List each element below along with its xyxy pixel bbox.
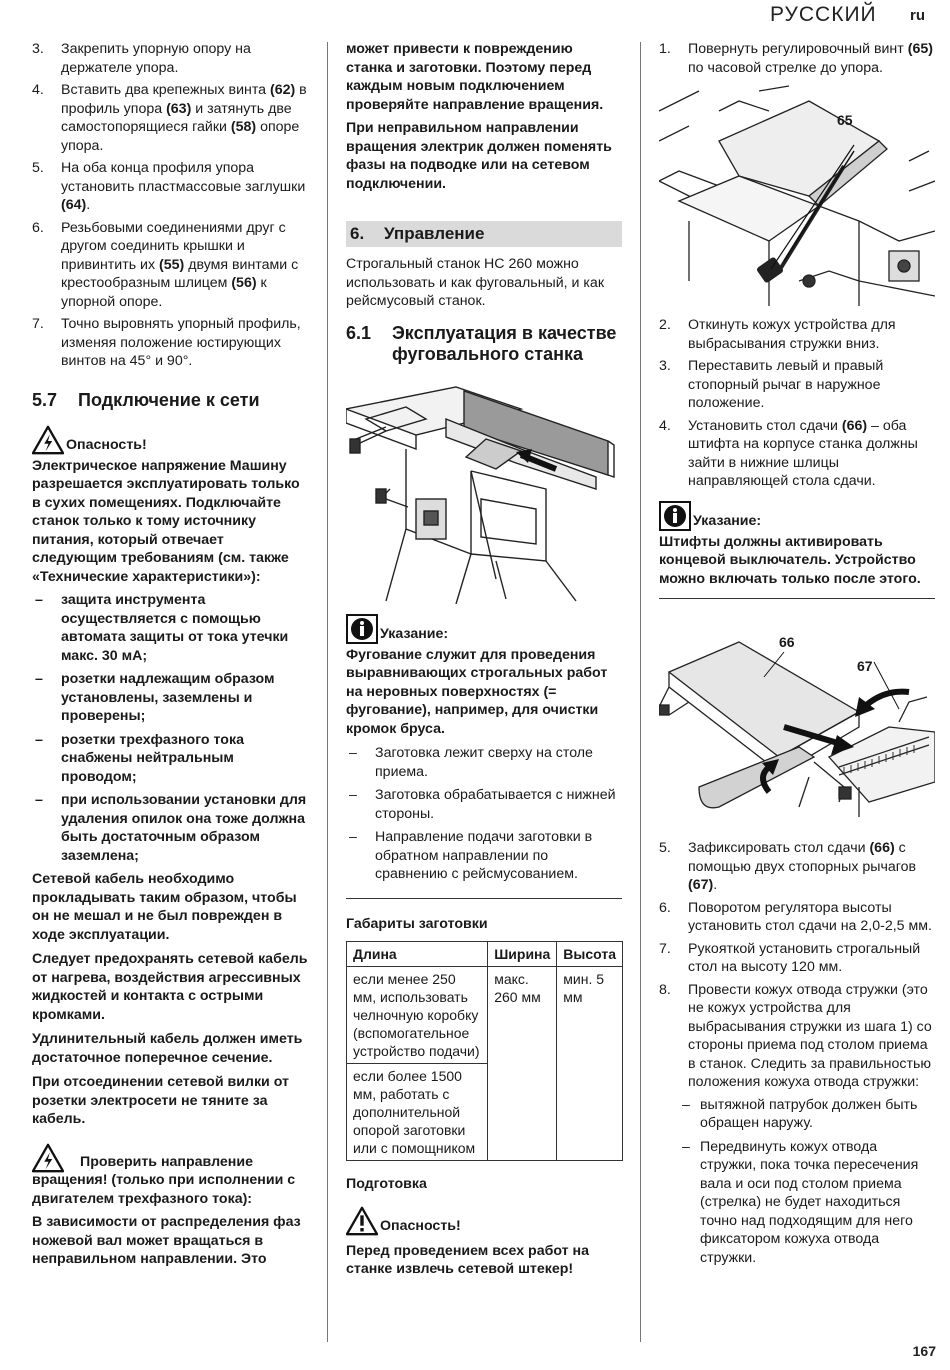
section-heading-6-1 (346, 323, 622, 365)
danger-text: Перед проведением всех работ на станке извлечь сетевой штекер! (346, 1242, 590, 1277)
part-reference: (56) (231, 275, 257, 291)
warning-exclamation-icon (346, 1206, 378, 1236)
step-text: Закрепить упорную опору на держателе упора. (61, 41, 251, 76)
step-number: 1. (659, 41, 671, 57)
list-item (32, 670, 310, 726)
column-divider (640, 42, 641, 1342)
cable-safety-paragraphs (32, 870, 310, 1129)
section-heading-5-7 (32, 389, 310, 411)
info-icon (659, 501, 691, 531)
list-item-text: защита инструмента осуществляется с помощью автомата защиты от тока утечки макс. 30 мА; (61, 592, 289, 664)
danger-notice (346, 1206, 622, 1236)
step-text: Поворотом регулятора высоты установить стол сдачи на 2,0-2,5 мм. (688, 899, 932, 934)
numbered-step (32, 81, 310, 155)
danger-label: Опасность! (380, 1218, 461, 1234)
table-cell: если более 1500 мм, работать с дополнительной опорой заготовки или с помощником (347, 1064, 488, 1161)
step-text: Переставить левый и правый стопорный рычаг в наружное положение. (688, 358, 884, 411)
note-block (659, 501, 935, 531)
electric-hazard-icon (32, 1143, 64, 1173)
numbered-step (32, 159, 310, 215)
workpiece-bullets (346, 744, 622, 884)
step-text: Вставить два крепежных винта (61, 82, 270, 98)
language-code: ru (910, 7, 925, 24)
outfeed-table-figure (659, 617, 935, 827)
chip-hood-sub-bullets (659, 1096, 935, 1268)
numbered-step (659, 316, 935, 353)
page-language-header: РУССКИЙ (770, 3, 877, 26)
step-text: к упорной опоре. (61, 275, 267, 310)
step-text: . (713, 877, 718, 893)
step-text: в профиль упора (61, 82, 307, 117)
note-text: Штифты должны активировать концевой выключатель. Устройство можно включать только после этого. (659, 533, 921, 587)
numbered-step (659, 357, 935, 413)
column-2 (346, 40, 622, 1284)
dash-marker: – (35, 592, 43, 608)
dash-marker: – (35, 731, 43, 748)
column-divider (327, 42, 328, 1342)
rotation-warning-text: В зависимости от распределения фаз ножевой вал может вращаться в неправильном направлении. Это (32, 1214, 301, 1267)
setup-steps-2-4 (659, 316, 935, 491)
dash-marker: – (349, 745, 357, 761)
list-item-text: вытяжной патрубок должен быть обращен наружу. (700, 1096, 918, 1131)
table-header-cell: Длина (347, 942, 488, 967)
step-number: 7. (32, 316, 44, 332)
list-item-text: розетки трехфазного тока снабжены нейтральным проводом; (61, 731, 244, 785)
dash-marker: – (682, 1096, 690, 1113)
step-number: 5. (659, 840, 671, 856)
requirements-list (32, 591, 310, 865)
table-cell: мин. 5 мм (557, 967, 623, 1161)
column-3 (659, 40, 935, 1272)
electric-hazard-icon (32, 425, 64, 455)
step-text: по часовой стрелке до упора. (688, 59, 883, 76)
adjusting-screw-figure (659, 81, 935, 306)
danger-label: Опасность! (66, 437, 147, 453)
jointer-machine-figure (346, 379, 622, 604)
assembly-steps-list (32, 40, 310, 371)
step-number: 4. (32, 82, 44, 98)
list-item (32, 591, 310, 665)
step-number: 7. (659, 940, 671, 957)
step-text: На оба конца профиля упора установить пластмассовые заглушки (61, 160, 306, 195)
subsection-title: Эксплуатация в качестве фуговального станка (392, 322, 617, 364)
column-1 (32, 40, 310, 1274)
dash-marker: – (35, 792, 43, 808)
adjusting-screw-figure-wrap (659, 81, 935, 306)
note-label: Указание: (380, 626, 449, 642)
step-text: Точно выровнять упорный профиль, изменяя положение юстирующих винтов на 45° и 90°. (61, 316, 301, 369)
dash-marker: – (682, 1138, 690, 1155)
part-reference: (66) (869, 840, 895, 856)
list-item (32, 791, 310, 865)
note-label: Указание: (693, 513, 762, 529)
list-item-text: при использовании установки для удаления опилок она тоже должна быть достаточным образом заземлена; (61, 792, 307, 864)
section-title: Подключение к сети (78, 389, 260, 410)
step-text: опоре упора. (61, 119, 300, 154)
rotation-warning-label: Проверить направление вращения! (только при исполнении с двигателем трехфазного тока): (32, 1153, 296, 1207)
step-text: Резьбовыми соединениями друг с другом соединить крышки и привинтить их (61, 219, 286, 273)
table-row (347, 967, 623, 1064)
paragraph: При отсоединении сетевой вилки от розетки электросети не тяните за кабель. (32, 1074, 289, 1127)
list-item (346, 828, 622, 884)
numbered-step (659, 40, 935, 77)
table-header-cell: Высота (557, 942, 623, 967)
subsection-number: 6.1 (346, 322, 372, 343)
list-item (679, 1096, 935, 1133)
info-icon (346, 614, 378, 644)
part-reference: (66) (841, 417, 868, 434)
step-number: 6. (659, 899, 671, 916)
figure-callout-66: 66 (779, 634, 795, 650)
rotation-electrician-text: При неправильном направлении вращения электрик должен поменять фазы на подводке или на сетевом подключении. (346, 120, 612, 192)
step-text: двумя винтами с крестообразным шлицем (61, 256, 299, 291)
numbered-step (659, 417, 935, 491)
step-text: и затянуть две самостопорящиеся гайки (61, 100, 292, 135)
step-text: Рукояткой установить строгальный стол на высоту 120 мм. (688, 940, 921, 975)
table-header-row (347, 942, 623, 967)
table-header-cell: Ширина (488, 942, 557, 967)
step-text: с помощью двух стопорных рычагов (688, 840, 917, 875)
step-text: Установить стол сдачи (688, 417, 842, 434)
step-text: . (86, 197, 91, 213)
step-number: 3. (32, 41, 44, 57)
list-item (346, 786, 622, 823)
figure-callout-67: 67 (857, 658, 873, 674)
part-reference: (63) (166, 100, 192, 117)
part-reference: (55) (159, 256, 185, 273)
step-text: Повернуть регулировочный винт (688, 41, 908, 57)
horizontal-rule (659, 598, 935, 599)
part-reference: (64) (61, 197, 87, 213)
rotation-continued-text: может привести к повреждению станка и заготовки. Поэтому перед каждым новым подключением проверяйте направление вращения. (346, 41, 604, 113)
paragraph: Следует предохранять сетевой кабель от нагрева, воздействия агрессивных жидкостей и контакта с острыми кромками. (32, 951, 308, 1023)
numbered-step (32, 40, 310, 77)
part-reference: (58) (230, 119, 257, 135)
step-number: 5. (32, 160, 44, 176)
part-reference: (67) (688, 877, 714, 893)
table-title: Габариты заготовки (346, 915, 488, 932)
list-item (679, 1138, 935, 1268)
horizontal-rule (346, 898, 622, 899)
step-number: 8. (659, 981, 671, 998)
step-number: 2. (659, 317, 671, 333)
dash-marker: – (349, 787, 357, 803)
step-text: Откинуть кожух устройства для выбрасывания стружки вниз. (688, 317, 896, 352)
danger-text: Электрическое напряжение Машину разрешается эксплуатировать только в сухих помещениях. Подключайте станок только к тому источнику питания, который отвечает следующим требованиям (см. также «Технические характеристики»): (32, 457, 300, 585)
table-cell: макс. 260 мм (488, 967, 557, 1161)
numbered-step (659, 839, 935, 895)
step-number: 6. (32, 219, 44, 236)
dash-marker: – (35, 671, 43, 687)
part-reference: (65) (907, 41, 933, 57)
list-item-text: Передвинуть кожух отвода стружки, пока точка пересечения вала и оси под столом приема (стрелка) не будет находиться точно над подходящим для него фиксатором кожуха отвода стружки. (700, 1138, 919, 1266)
section-number: 6. (350, 224, 365, 243)
dash-marker: – (349, 829, 357, 845)
paragraph: Сетевой кабель необходимо прокладывать таким образом, чтобы он не мешал и не был поврежден в ходе эксплуатации. (32, 871, 297, 943)
table-cell: если менее 250 мм, использовать челночную коробку (вспомогательное устройство подачи) (347, 967, 488, 1064)
list-item (32, 731, 310, 787)
outfeed-table-figure-wrap (659, 617, 935, 827)
page-number: 167 (912, 1342, 936, 1359)
step-text: – оба штифта на корпусе станка должны зайти в нижние шлицы направляющей стола сдачи. (688, 417, 918, 489)
paragraph: Удлинительный кабель должен иметь достаточное поперечное сечение. (32, 1031, 303, 1066)
part-reference: (62) (270, 82, 296, 98)
danger-notice (32, 425, 310, 455)
setup-steps-5-8 (659, 839, 935, 1092)
list-item-text: Заготовка обрабатывается с нижней стороны. (375, 787, 616, 822)
list-item-text: Направление подачи заготовки в обратном направлении по сравнению с рейсмусованием. (375, 829, 593, 882)
numbered-step (32, 315, 310, 371)
list-item-text: Заготовка лежит сверху на столе приема. (375, 745, 593, 780)
section-heading-6 (346, 221, 622, 247)
numbered-step (32, 219, 310, 312)
operation-intro: Строгальный станок HC 260 можно использовать и как фуговальный, и как рейсмусовый станок. (346, 256, 605, 309)
step-text: Зафиксировать стол сдачи (688, 840, 870, 856)
numbered-step (659, 899, 935, 936)
step-number: 4. (659, 417, 671, 434)
step-number: 3. (659, 358, 671, 374)
section-number: 5.7 (32, 389, 58, 410)
section-title: Управление (384, 224, 485, 243)
step-text: Провести кожух отвода стружки (это не кожух устройства для выбрасывания стружки из шага 1) со стороны приема под столом приема в станок. Следить за правильностью положения кожуха отвода стружки: (688, 981, 932, 1090)
numbered-step (659, 981, 935, 1092)
numbered-step (659, 940, 935, 977)
note-text: Фугование служит для проведения выравнивающих строгальных работ на неровных поверхностях (= фугование), например, для очистки кромок бруса. (346, 646, 608, 737)
preparation-title: Подготовка (346, 1176, 427, 1192)
list-item-text: розетки надлежащим образом установлены, заземлены и проверены; (61, 671, 275, 724)
figure-callout-65: 65 (837, 112, 853, 128)
note-block (346, 614, 622, 644)
list-item (346, 744, 622, 781)
workpiece-dimensions-table (346, 941, 623, 1161)
setup-step-1 (659, 40, 935, 77)
